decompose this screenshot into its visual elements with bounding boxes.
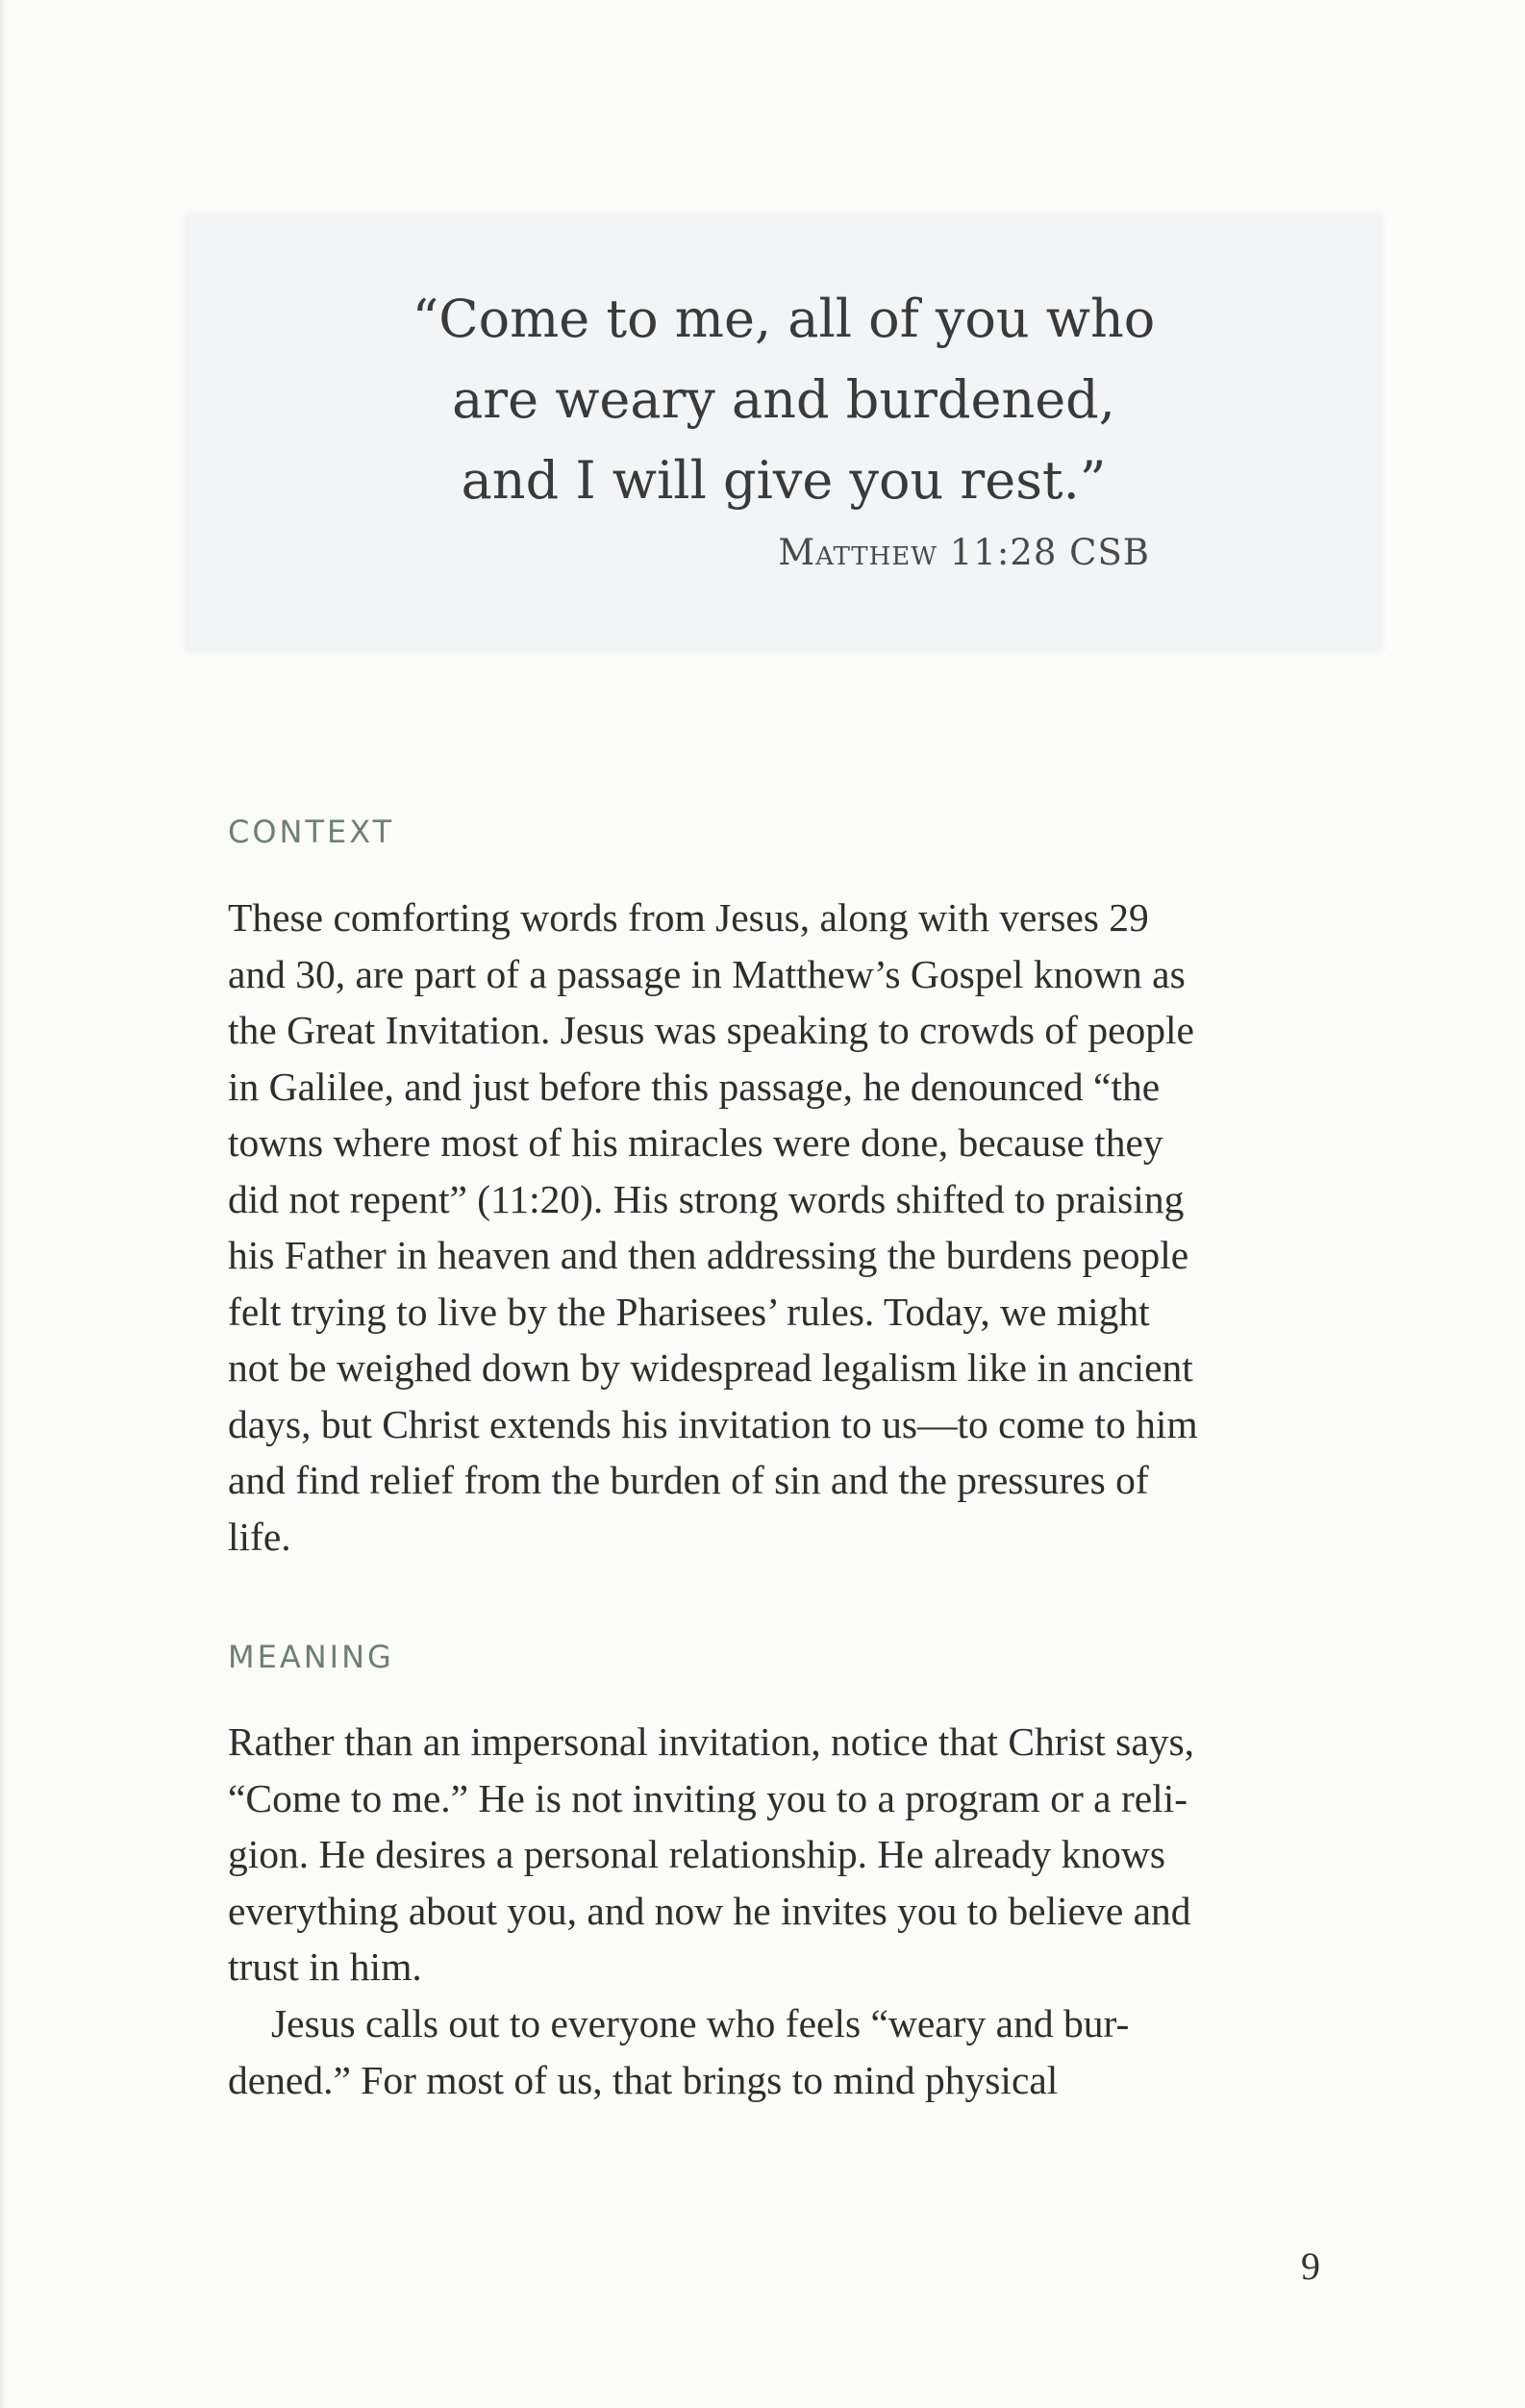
scan-edge bbox=[0, 0, 6, 2408]
text-line: towns where most of his miracles were done, because they bbox=[228, 1120, 1163, 1165]
meaning-heading: MEANING bbox=[228, 1639, 394, 1675]
text-line: days, but Christ extends his invitation to us—to come to him bbox=[228, 1401, 1198, 1446]
text-line: Jesus calls out to everyone who feels “weary and bur- bbox=[271, 2001, 1130, 2045]
text-line: These comforting words from Jesus, along with verses 29 bbox=[228, 895, 1149, 940]
text-line: felt trying to live by the Pharisees’ rules. Today, we might bbox=[228, 1289, 1150, 1334]
meaning-paragraph bbox=[228, 1714, 1362, 1995]
scripture-quote bbox=[188, 279, 1380, 521]
text-line: and find relief from the burden of sin and the pressures of bbox=[228, 1458, 1149, 1502]
text-line: his Father in heaven and then addressing the burdens people bbox=[228, 1233, 1189, 1277]
text-line: gion. He desires a personal relationship. He already knows bbox=[228, 1832, 1165, 1876]
text-line: the Great Invitation. Jesus was speaking to crowds of people bbox=[228, 1008, 1194, 1052]
quote-reference: Matthew 11:28 CSB bbox=[778, 532, 1150, 573]
page-number: 9 bbox=[1301, 2245, 1320, 2288]
quote-line: “Come to me, all of you who bbox=[412, 288, 1156, 349]
text-line: everything about you, and now he invites you to believe and bbox=[228, 1888, 1191, 1933]
text-line: Rather than an impersonal invitation, notice that Christ says, bbox=[228, 1719, 1195, 1764]
context-heading: CONTEXT bbox=[228, 814, 395, 850]
text-line: life. bbox=[228, 1514, 291, 1559]
text-line: in Galilee, and just before this passage, he denounced “the bbox=[228, 1064, 1161, 1109]
meaning-paragraph bbox=[228, 1995, 1362, 2108]
text-line: trust in him. bbox=[228, 1944, 422, 1989]
quote-line: and I will give you rest.” bbox=[461, 450, 1107, 511]
text-line: not be weighed down by widespread legalism like in ancient bbox=[228, 1345, 1193, 1390]
text-line: did not repent” (11:20). His strong words shifted to praising bbox=[228, 1176, 1185, 1221]
text-line: and 30, are part of a passage in Matthew’s Gospel known as bbox=[228, 951, 1186, 996]
quote-line: are weary and burdened, bbox=[452, 369, 1115, 430]
context-paragraph bbox=[228, 890, 1362, 1565]
text-line: dened.” For most of us, that brings to mind physical bbox=[228, 2057, 1059, 2102]
text-line: “Come to me.” He is not inviting you to a program or a reli- bbox=[228, 1775, 1188, 1820]
